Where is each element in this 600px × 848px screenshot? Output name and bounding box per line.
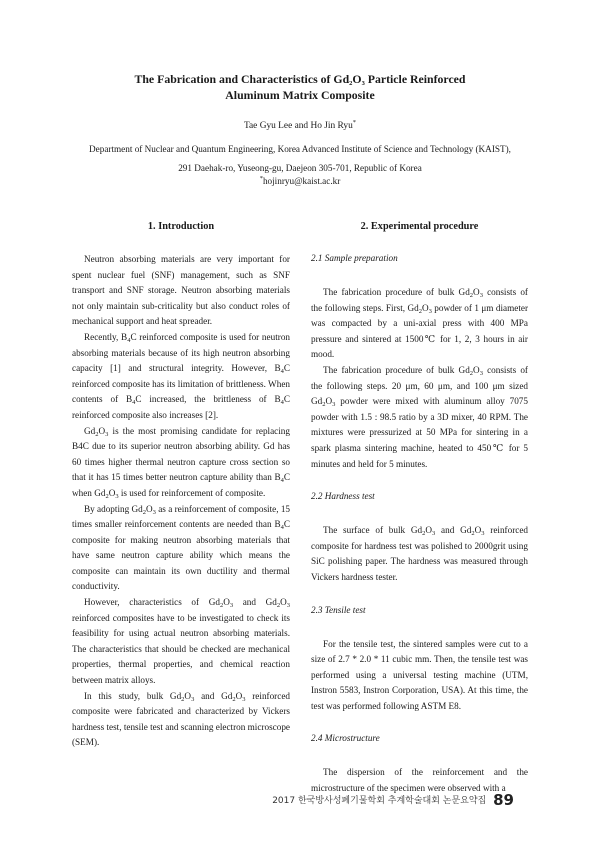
section-heading-experimental: 2. Experimental procedure [360, 221, 479, 232]
paragraph: The dispersion of the reinforcement and the microstructure of the specimen were observed with a [311, 767, 528, 794]
affiliation [0, 140, 600, 178]
author-list: Tae Gyu Lee and Ho Jin Ryu* [243, 119, 357, 131]
subsection-heading-microstructure: 2.4 Microstructure [311, 733, 380, 744]
paragraph: The fabrication procedure of bulk $Gd_2O_3$ consists of the following steps. 20 μm, 60 μm, and 100 μm sized $Gd_2O_3$ powder were mixed with aluminum alloy 7075 powder with 1.5 : 98.5 ratio by a 3D mixer, 40 RPM. The mixtures were pressurized at 50 MPa for sintering in a spark plasma sintering machine, heated to 450℃ for 5 minutes and held for 5 minutes. [311, 364, 528, 469]
affiliation-line-2: 291 Daehak-ro, Yuseong-gu, Daejeon 305-701, Republic of Korea [178, 163, 422, 173]
paragraph: The fabrication procedure of bulk $Gd_2O_3$ consists of the following steps. First, $Gd_2O_3$ powder of 1 μm diameter was compacted by a uni-axial press with 400 MPa pressure and sintered at 1500℃ for 1, 2, 3 hours in air mood. [311, 287, 529, 360]
paragraph: For the tensile test, the sintered samples were cut to a size of 2.7 * 2.0 * 11 cubic mm. Then, the tensile test was performed using a universal testing machine (UTM, Instron 5583, Instron Corporation, USA). At this time, the test was performed following ASTM E8. [311, 638, 528, 711]
paragraph: Neutron absorbing materials are very important for spent nuclear fuel (SNF) management, such as SNF transport and SNF storage. Neutron absorbing materials not only maintain sub-criticality but also conduct roles of mechanical support and heat spreader. [72, 254, 290, 327]
left-column [72, 220, 290, 751]
subsection-heading-sample-preparation: 2.1 Sample preparation [311, 253, 398, 263]
right-column [311, 220, 528, 797]
paragraph: By adopting $Gd_2O_3$ as a reinforcement of composite, 15 times smaller reinforcement contents are needed than $B_4C$ composite for making neutron absorbing materials that have same neutron capture ability which means the composite can maintain its own ductility and thermal conductivity. [72, 503, 291, 592]
paragraph: However, characteristics of $Gd_2O_3$ and $Gd_2O_3$ reinforced composites have to be investigated to check its feasibility for using actual neutron absorbing materials. The characteristics that should be checked are mechanical properties, thermal properties, and chemical reaction between matrix alloys. [72, 597, 290, 686]
subsection-heading-hardness-test: 2.2 Hardness test [311, 491, 375, 502]
introduction-body [72, 252, 290, 751]
paragraph: $Gd_2O_3$ is the most promising candidate for replacing B4C due to its superior neutron absorbing ability. Gd has 60 times higher thermal neutron capture cross section so that it has 15 times better neutron capture ability than $B_4C$ when $Gd_2O_3$ is used for reinforcement of composite. [72, 425, 290, 500]
affiliation-line-1: Department of Nuclear and Quantum Engineering, Korea Advanced Institute of Science and Technology (KAIST), [89, 144, 511, 154]
paper-title [60, 72, 540, 103]
proceedings-title: 2017 한국방사성폐기물학회 추계학술대회 논문요약집 [272, 796, 487, 806]
page-number: 89 [493, 791, 514, 809]
paragraph: In this study, bulk $Gd_2O_3$ and $Gd_2O_3$ reinforced composite were fabricated and characterized by Vickers hardness test, tensile test and scanning electron microscope (SEM). [72, 690, 290, 748]
title-line-2: Aluminum Matrix Composite [225, 87, 375, 102]
subsection-heading-tensile-test: 2.3 Tensile test [311, 604, 366, 615]
section-heading-introduction: 1. Introduction [147, 221, 215, 232]
corresponding-email: *hojinryu@kaist.ac.kr [259, 175, 341, 186]
title-line-1: The Fabrication and Characteristics of $Gd_2O_3$ Particle Reinforced [134, 72, 466, 87]
paragraph: The surface of bulk $Gd_2O_3$ and $Gd_2O_3$ reinforced composite for hardness test was polished to 2000grit using SiC polishing paper. The hardness was measured through Vickers hardness tester. [311, 525, 529, 582]
paragraph: Recently, $B_4C$ reinforced composite is used for neutron absorbing materials because of its high neutron absorbing capacity [1] and structural integrity. However, $B_4C$ reinforced composite has its limitation of brittleness. When contents of $B_4C$ increased, the brittleness of $B_4C$ reinforced composite also increases [2]. [72, 331, 291, 420]
page-footer [272, 791, 514, 809]
